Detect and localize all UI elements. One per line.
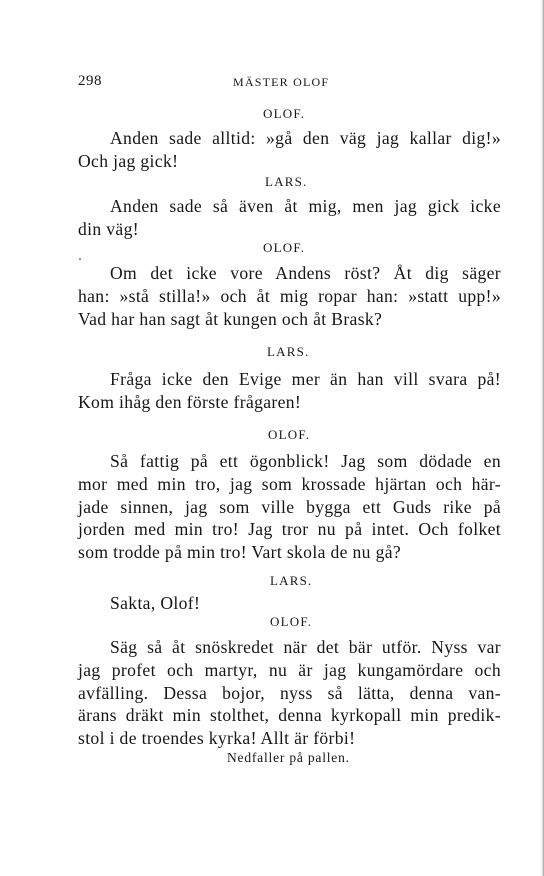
speech-line: ärans dräkt min stolthet, denna kyrkopall min predik- — [78, 705, 501, 726]
speech-paragraph — [78, 592, 501, 615]
speech-line: Och jag gick! — [78, 150, 179, 171]
speaker-label: LARS. — [267, 344, 310, 359]
speech-line: jorden med min tro! Jag tror nu på intet. Och folket — [78, 519, 501, 540]
speech-line: han: »stå stilla!» och åt mig ropar han: »statt upp!» — [78, 285, 501, 306]
speech-paragraph — [78, 262, 501, 330]
speaker-label: LARS. — [270, 573, 313, 588]
running-title: MÄSTER OLOF — [233, 75, 330, 89]
speech-line: Anden sade så även åt mig, men jag gick icke — [110, 196, 501, 216]
speech-line: Sakta, Olof! — [110, 593, 201, 613]
speech-line: som trodde på min tro! Vart skola de nu gå? — [78, 542, 402, 563]
speech-line: jade sinnen, jag som ville bygga ett Guds rike på — [78, 496, 501, 517]
speech-line: Vad har han sagt åt kungen och åt Brask? — [78, 308, 383, 329]
speech-paragraph — [78, 636, 501, 750]
speech-line: Så fattig på ett ögonblick! Jag som dödade en — [110, 451, 501, 471]
page-number: 298 — [78, 73, 102, 89]
speech-paragraph — [78, 368, 501, 414]
speech-line: Om det icke vore Andens röst? Åt dig säger — [110, 263, 501, 283]
speaker-label: OLOF. — [263, 240, 306, 255]
speaker-label: OLOF. — [268, 427, 311, 442]
speech-paragraph — [78, 450, 501, 564]
speech-paragraph — [78, 195, 501, 241]
speech-paragraph — [78, 127, 501, 173]
speech-line: mor med min tro, jag som krossade hjärtan och här- — [78, 473, 501, 494]
speech-line: Anden sade alltid: »gå den väg jag kallar dig!» — [110, 128, 501, 148]
speech-line: avfälling. Dessa bojor, nyss så lätta, denna van- — [78, 682, 501, 703]
speech-line: din väg! — [78, 218, 139, 239]
print-speck — [79, 258, 81, 260]
speech-line: Fråga icke den Evige mer än han vill svara på! — [110, 369, 501, 389]
speech-line: Kom ihåg den förste frågaren! — [78, 391, 302, 412]
speaker-label: OLOF. — [270, 614, 313, 629]
speaker-label: OLOF. — [263, 106, 306, 121]
speaker-label: LARS. — [265, 174, 308, 189]
speech-line: stol i de troendes kyrka! Allt är förbi! — [78, 728, 356, 749]
stage-direction: Nedfaller på pallen. — [227, 750, 350, 765]
running-head — [78, 73, 498, 93]
speech-line: jag profet och martyr, nu är jag kungamördare och — [78, 659, 501, 680]
speech-line: Säg så åt snöskredet när det bär utför. Nyss var — [110, 637, 501, 657]
